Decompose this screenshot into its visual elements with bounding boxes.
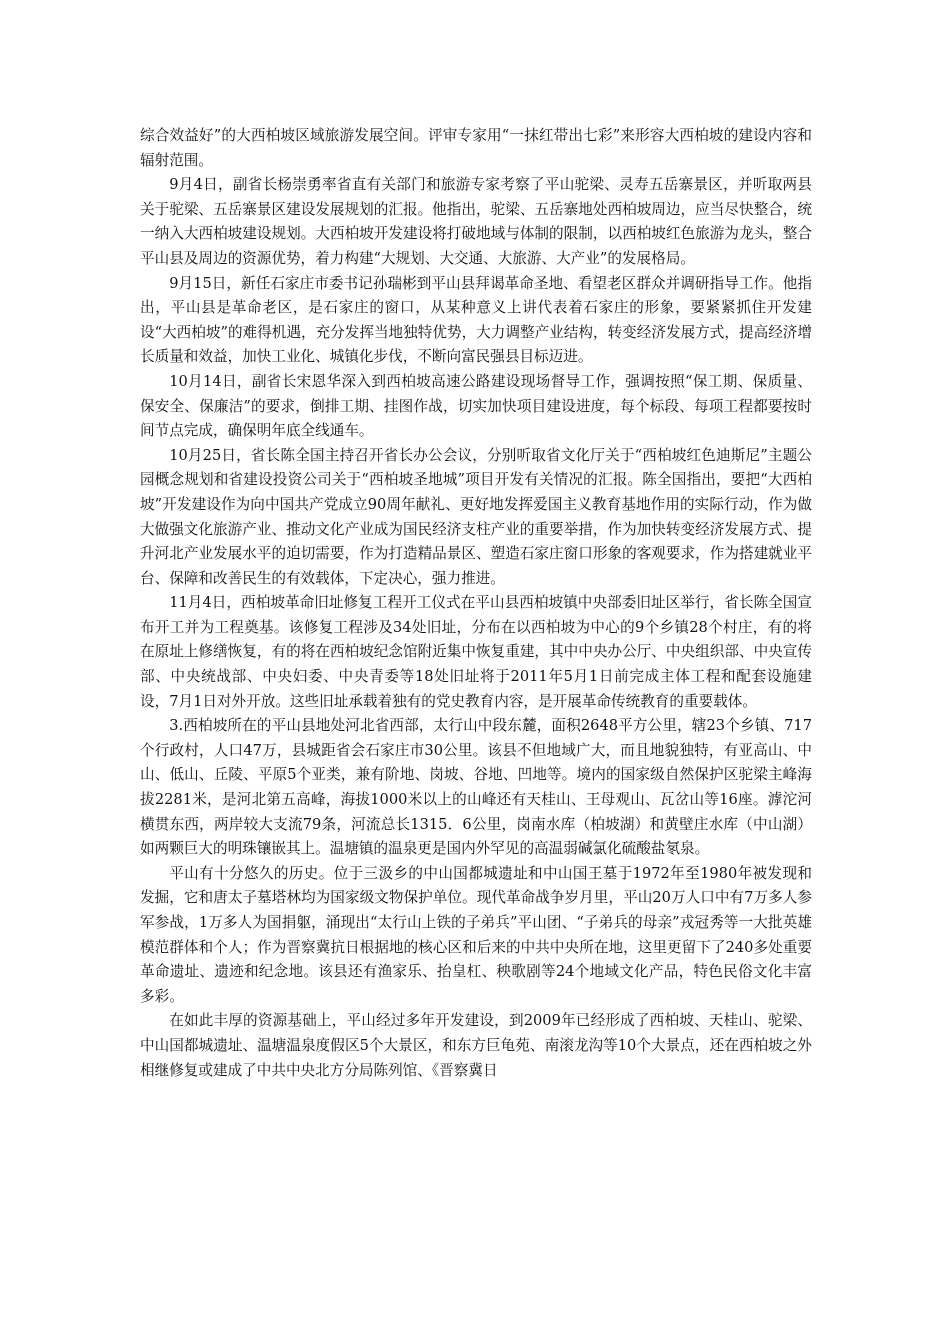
paragraph-pingshan-history: 平山有十分悠久的历史。位于三汲乡的中山国都城遗址和中山国王墓于1972年至1980年被发现和发掘，它和唐太子墓塔林均为国家级文物保护单位。现代革命战争岁月里，平山20万人口中有7万多人参军参战，1万多人为国捐躯，涌现出“太行山上铁的子弟兵”平山团、“子弟兵的母亲”戎冠秀等一大批英雄模范群体和个人；作为晋察冀抗日根据地的核心区和后来的中共中央所在地，这里更留下了240多处重要革命遗址、遗迹和纪念地。该县还有渔家乐、抬皇杠、秧歌剧等24个地域文化产品，特色民俗文化丰富多彩。: [140, 864, 812, 1005]
paragraph-sep-4-inspection: 9月4日，副省长杨崇勇率省直有关部门和旅游专家考察了平山驼梁、灵寿五岳寨景区，并听取两县关于驼梁、五岳寨景区建设发展规划的汇报。他指出，驼梁、五岳寨地处西柏坡周边，应当尽快整合，统一纳入大西柏坡建设规划。大西柏坡开发建设将打破地域与体制的限制，以西柏坡红色旅游为龙头，整合平山县及周边的资源优势，着力构建“大规划、大交通、大旅游、大产业”的发展格局。: [140, 176, 812, 267]
paragraph-sep-15-visit: 9月15日，新任石家庄市委书记孙瑞彬到平山县拜谒革命圣地、看望老区群众并调研指导工作。他指出，平山县是革命老区，是石家庄的窗口，从某种意义上讲代表着石家庄的形象，要紧紧抓住开发建设“大西柏坡”的难得机遇，充分发挥当地独特优势，大力调整产业结构，转变经济发展方式，提高经济增长质量和效益，加快工业化、城镇化步伐，不断向富民强县目标迈进。: [140, 274, 812, 366]
paragraph-continuation: 综合效益好”的大西柏坡区域旅游发展空间。评审专家用“一抹红带出七彩”来形容大西柏坡的建设内容和辐射范围。: [140, 127, 812, 169]
paragraph-oct-25-meeting: 10月25日，省长陈全国主持召开省长办公会议，分别听取省文化厅关于“西柏坡红色迪斯尼”主题公园概念规划和省建设投资公司关于“西柏坡圣地城”项目开发有关情况的汇报。陈全国指出，要把“大西柏坡”开发建设作为向中国共产党成立90周年献礼、更好地发挥爱国主义教育基地作用的实际行动，作为做大做强文化旅游产业、推动文化产业成为国民经济支柱产业的重要举措，作为加快转变经济发展方式、提升河北产业发展水平的迫切需要，作为打造精品景区、塑造石家庄窗口形象的客观要求，作为搭建就业平台、保障和改善民生的有效载体，下定决心，强力推进。: [140, 446, 812, 587]
paragraph-resources-development: 在如此丰厚的资源基础上，平山经过多年开发建设，到2009年已经形成了西柏坡、天桂山、驼梁、中山国都城遗址、温塘温泉度假区5个大景区，和东方巨龟苑、南滚龙沟等10个大景点，还在西柏坡之外相继修复或建成了中共中央北方分局陈列馆、《晋察冀日: [140, 1012, 812, 1079]
paragraph-oct-14-highway: 10月14日，副省长宋恩华深入到西柏坡高速公路建设现场督导工作，强调按照“保工期、保质量、保安全、保廉洁”的要求，倒排工期、挂图作战，切实加快项目建设进度，每个标段、每项工程都要按时间节点完成，确保明年底全线通车。: [140, 372, 812, 440]
paragraph-nov-4-restoration: 11月4日，西柏坡革命旧址修复工程开工仪式在平山县西柏坡镇中央部委旧址区举行，省长陈全国宣布开工并为工程奠基。该修复工程涉及34处旧址，分布在以西柏坡为中心的9个乡镇28个村庄，有的将在原址上修缮恢复，有的将在西柏坡纪念馆附近集中恢复重建，其中中央办公厅、中央组织部、中央宣传部、中央统战部、中央妇委、中央青委等18处旧址将于2011年5月1日前完成主体工程和配套设施建设，7月1日对外开放。这些旧址承载着独有的党史教育内容，是开展革命传统教育的重要载体。: [140, 594, 812, 710]
document-body: [140, 124, 812, 1083]
paragraph-pingshan-geography: 3.西柏坡所在的平山县地处河北省西部，太行山中段东麓，面积2648平方公里，辖23个乡镇、717个行政村，人口47万，县城距省会石家庄市30公里。该县不但地域广大，而且地貌独特，有亚高山、中山、低山、丘陵、平原5个亚类，兼有阶地、岗坡、谷地、凹地等。境内的国家级自然保护区驼梁主峰海拔2281米，是河北第五高峰，海拔1000米以上的山峰还有天桂山、王母观山、瓦岔山等16座。滹沱河横贯东西，两岸较大支流79条，河流总长1315．6公里，岗南水库（柏坡湖）和黄壁庄水库（中山湖）如两颗巨大的明珠镶嵌其上。温塘镇的温泉更是国内外罕见的高温弱碱氯化硫酸盐氡泉。: [140, 717, 812, 858]
